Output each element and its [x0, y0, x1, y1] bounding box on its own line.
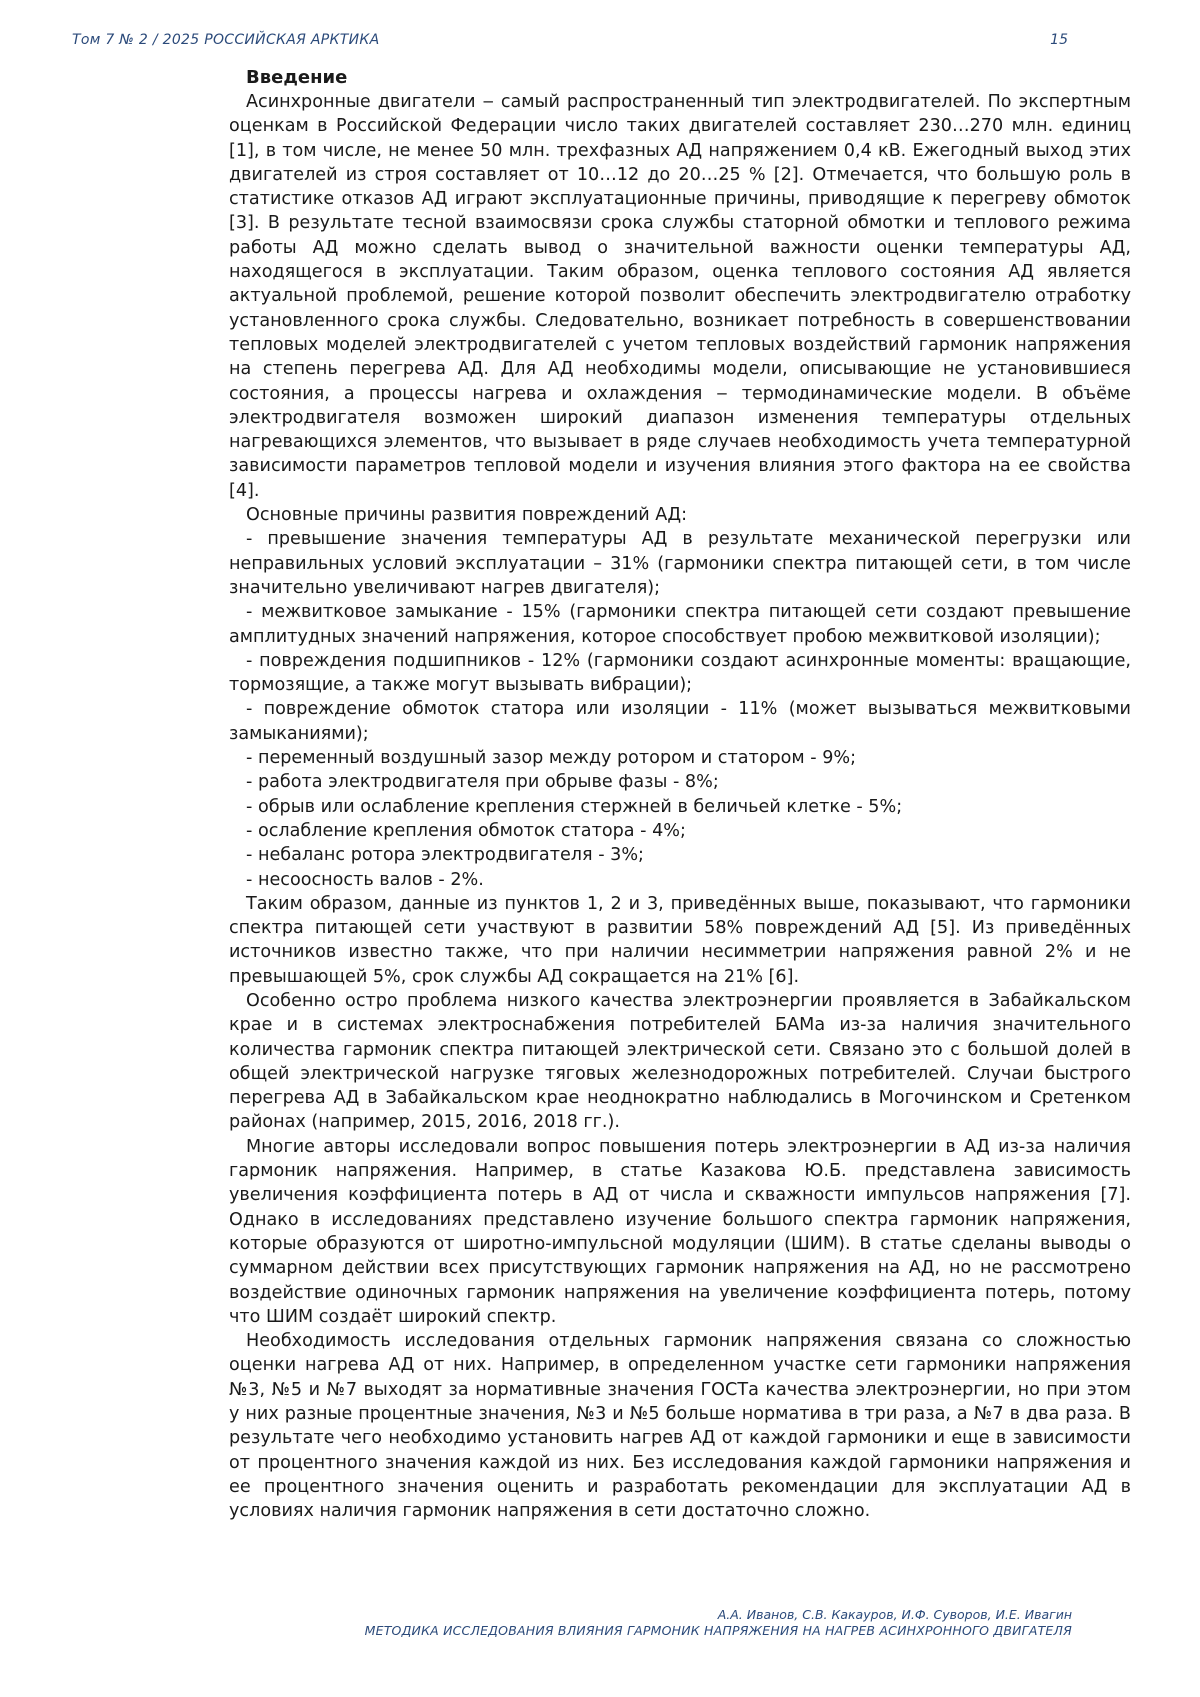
article-body: [229, 66, 1131, 1524]
paragraph-statistics: Таким образом, данные из пунктов 1, 2 и 3, приведённых выше, показывают, что гармоники спектра питающей сети участвуют в развитии 58% повреждений АД [5]. Из приведённых источников известно также, что при наличии несимметрии напряжения равной 2% и не превышающей 5%, срок службы АД сокращается на 21% [6].: [229, 893, 1131, 987]
footer-authors: А.А. Иванов, С.В. Какауров, И.Ф. Суворов, И.Е. Ивагин: [717, 1607, 1072, 1622]
paragraph-literature: Многие авторы исследовали вопрос повышения потерь электроэнергии в АД из-за наличия гармоник напряжения. Например, в статье Казакова Ю.Б. представлена зависимость увеличения коэффициента потерь в АД от числа и скважности импульсов напряжения [7]. Однако в исследованиях представлено изучение большого спектра гармоник напряжения, которые образуются от широтно-импульсной модуляции (ШИМ). В статье сделаны выводы о суммарном действии всех присутствующих гармоник напряжения на АД, но не рассмотрено воздействие одиночных гармоник напряжения на увеличение коэффициента потерь, потому что ШИМ создаёт широкий спектр.: [229, 1136, 1131, 1327]
paragraph-necessity: Необходимость исследования отдельных гармоник напряжения связана со сложностью оценки нагрева АД от них. Например, в определенном участке сети гармоники напряжения №3, №5 и №7 выходят за нормативные значения ГОСТа качества электроэнергии, но при этом у них разные процентные значения, №3 и №5 больше норматива в три раза, а №7 в два раза. В результате чего необходимо установить нагрев АД от каждой гармоники и еще в зависимости от процентного значения каждой из них. Без исследования каждой гармоники напряжения и ее процентного значения оценить и разработать рекомендации для эксплуатации АД в условиях наличия гармоник напряжения в сети достаточно сложно.: [229, 1331, 1131, 1522]
running-footer: [365, 1607, 1072, 1639]
paragraph-intro: Асинхронные двигатели ‒ самый распространенный тип электродвигателей. По экспертным оценкам в Российской Федерации число таких двигателей составляет 230…270 млн. единиц [1], в том числе, не менее 50 млн. трехфазных АД напряжением 0,4 кВ. Ежегодный выход этих двигателей из строя составляет от 10…12 до 20…25 % [2]. Отмечается, что большую роль в статистике отказов АД играют эксплуатационные причины, приводящие к перегреву обмоток [3]. В результате тесной взаимосвязи срока службы статорной обмотки и теплового режима работы АД можно сделать вывод о значительной важности оценки температуры АД, находящегося в эксплуатации. Таким образом, оценка теплового состояния АД является актуальной проблемой, решение которой позволит обеспечить электродвигателю отработку установленного срока службы. Следовательно, возникает потребность в совершенствовании тепловых моделей электродвигателей с учетом тепловых воздействий гармоник напряжения на степень перегрева АД. Для АД необходимы модели, описывающие не установившиеся состояния, а процессы нагрева и охлаждения ‒ термодинамические модели. В объёме электродвигателя возможен широкий диапазон изменения температуры отдельных нагревающихся элементов, что вызывает в ряде случаев необходимость учета температурной зависимости параметров тепловой модели и изучения влияния этого фактора на ее свойства [4].: [229, 92, 1131, 501]
page-number: 15: [1050, 32, 1068, 48]
running-header: [72, 32, 1128, 52]
list-item: - ослабление крепления обмоток статора - 4%;: [246, 820, 686, 841]
list-item: - повреждения подшипников - 12% (гармоники создают асинхронные моменты: вращающие, тормозящие, а также могут вызывать вибрации);: [229, 650, 1131, 696]
list-item: - небаланс ротора электродвигателя - 3%;: [246, 845, 644, 866]
list-item: - превышение значения температуры АД в результате механической перегрузки или неправильных условий эксплуатации – 31% (гармоники спектра питающей сети, в том числе значительно увеличивают нагрев двигателя);: [229, 529, 1131, 598]
list-item: - межвитковое замыкание - 15% (гармоники спектра питающей сети создают превышение амплитудных значений напряжения, которое способствует пробою межвитковой изоляции);: [229, 602, 1131, 647]
list-item: - работа электродвигателя при обрыве фазы - 8%;: [246, 772, 719, 793]
list-item: - несоосность валов - 2%.: [246, 869, 484, 890]
footer-paper-title: МЕТОДИКА ИССЛЕДОВАНИЯ ВЛИЯНИЯ ГАРМОНИК НАПРЯЖЕНИЯ НА НАГРЕВ АСИНХРОННОГО ДВИГАТЕЛЯ: [364, 1623, 1072, 1638]
list-item: - обрыв или ослабление крепления стержней в беличьей клетке - 5%;: [246, 796, 903, 817]
list-item: - переменный воздушный зазор между ротором и статором - 9%;: [246, 748, 857, 769]
list-item: - повреждение обмоток статора или изоляции - 11% (может вызываться межвитковыми замыканиями);: [229, 699, 1131, 744]
paragraph-region: Особенно остро проблема низкого качества электроэнергии проявляется в Забайкальском крае и в системах электроснабжения потребителей БАМа из-за наличия значительного количества гармоник спектра питающей электрической сети. Связано это с большой долей в общей электрической нагрузке тяговых железнодорожных потребителей. Случаи быстрого перегрева АД в Забайкальском крае неоднократно наблюдались в Могочинском и Сретенком районах (например, 2015, 2016, 2018 гг.).: [229, 990, 1131, 1133]
journal-title: Том 7 № 2 / 2025 РОССИЙСКАЯ АРКТИКА: [72, 32, 380, 48]
paragraph-causes-intro: Основные причины развития повреждений АД:: [246, 505, 687, 526]
section-title: Введение: [246, 67, 348, 88]
